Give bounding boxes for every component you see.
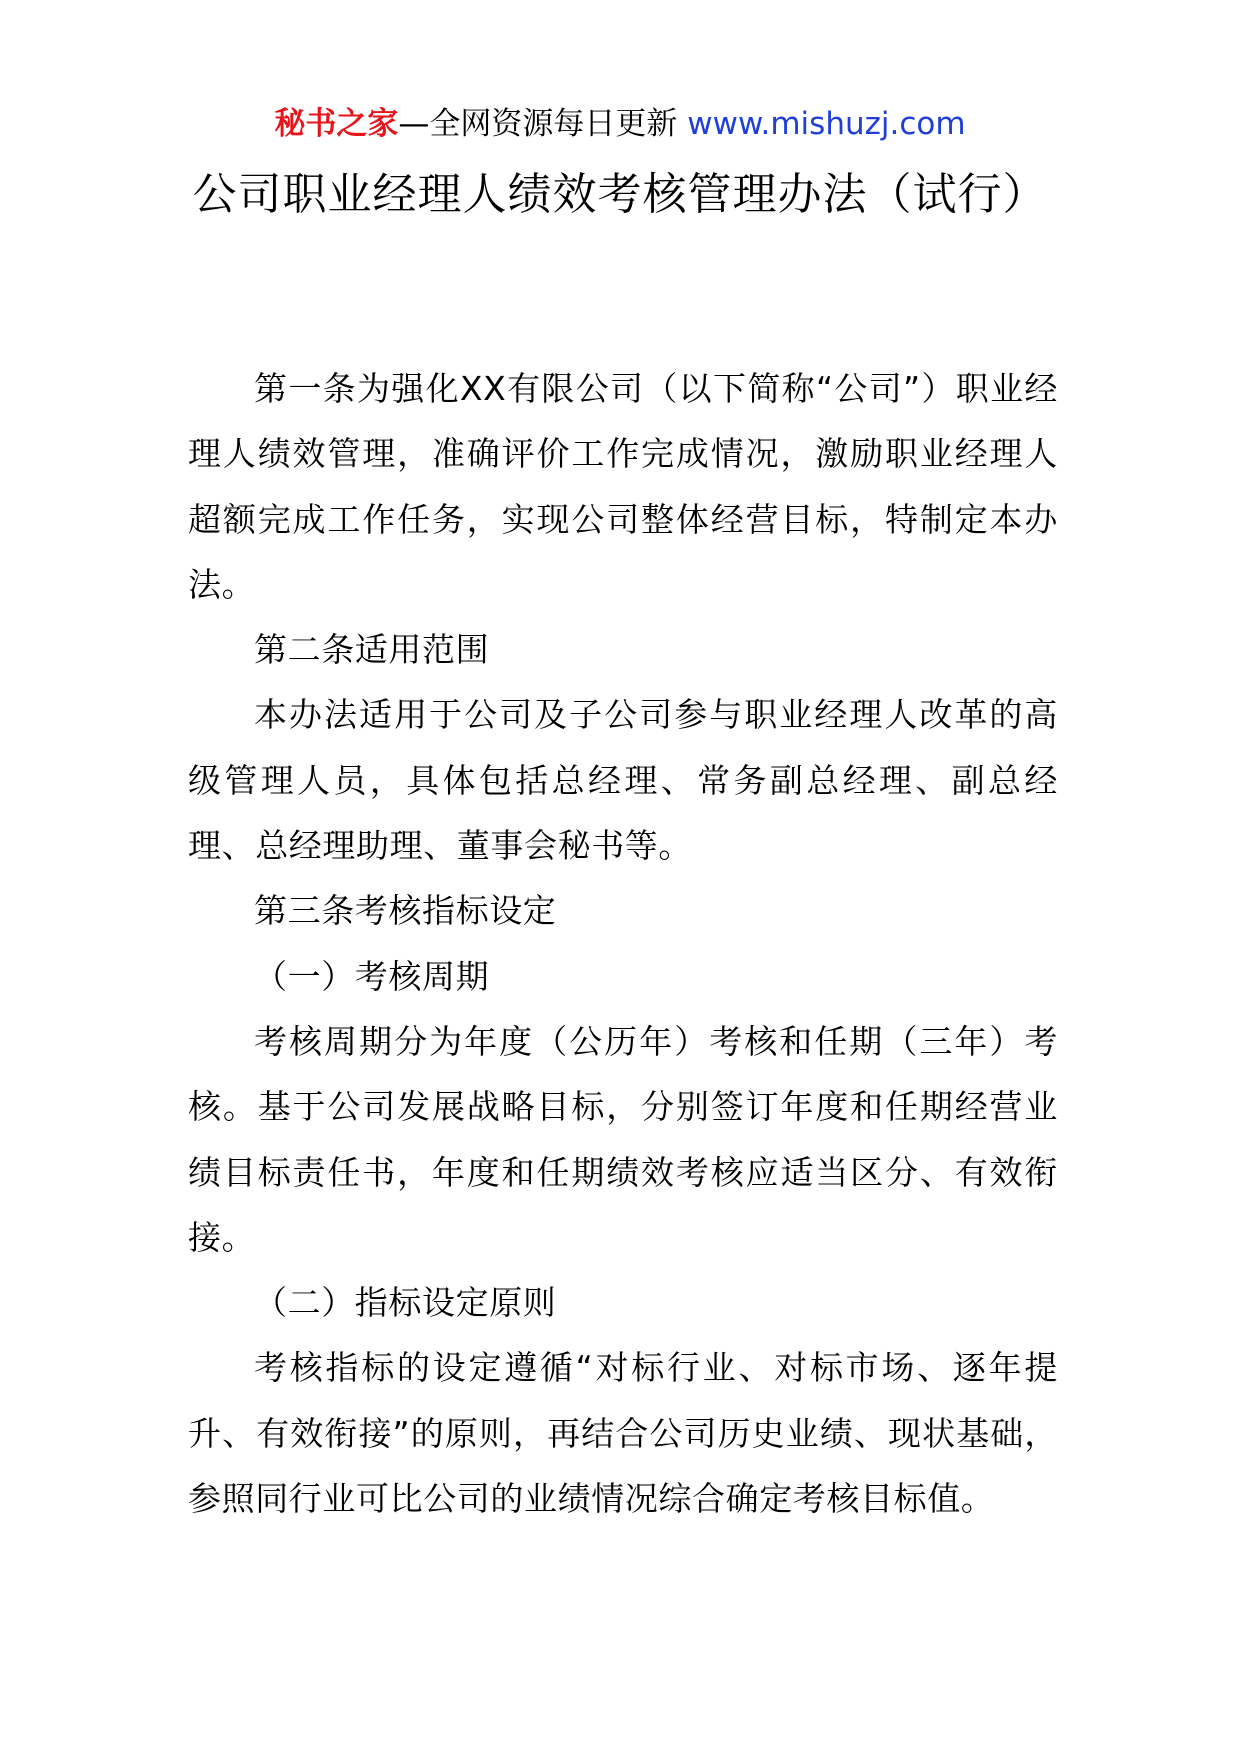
heading-article-3: 第三条考核指标设定 [254, 891, 557, 931]
brand-name: 秘书之家 [274, 106, 399, 142]
document-body [188, 356, 1058, 1531]
paragraph-assessment-cycle: 考核周期分为年度（公历年）考核和任期（三年）考核。基于公司发展战略目标，分别签订年度和任期经营业绩目标责任书，年度和任期绩效考核应适当区分、有效衔接。 [188, 1021, 1058, 1257]
subheading-indicator-principles: （二）指标设定原则 [254, 1283, 557, 1323]
paragraph-indicator-principles: 考核指标的设定遵循“对标行业、对标市场、逐年提升、有效衔接”的原则，再结合公司历史业绩、现状基础，参照同行业可比公司的业绩情况综合确定考核目标值。 [188, 1348, 1058, 1519]
site-url-link[interactable]: www.mishuzj.com [687, 106, 966, 142]
subheading-assessment-cycle: （一）考核周期 [254, 956, 490, 996]
paragraph-article-1: 第一条为强化XX有限公司（以下简称“公司”）职业经理人绩效管理，准确评价工作完成情况，激励职业经理人超额完成工作任务，实现公司整体经营目标，特制定本办法。 [188, 369, 1058, 604]
heading-article-2: 第二条适用范围 [254, 630, 490, 670]
paragraph-scope: 本办法适用于公司及子公司参与职业经理人改革的高级管理人员，具体包括总经理、常务副总经理、副总经理、总经理助理、董事会秘书等。 [188, 695, 1058, 866]
document-title: 公司职业经理人绩效考核管理办法（试行） [192, 169, 1048, 220]
watermark-header [0, 100, 1240, 148]
header-tagline: —全网资源每日更新 [398, 106, 678, 142]
